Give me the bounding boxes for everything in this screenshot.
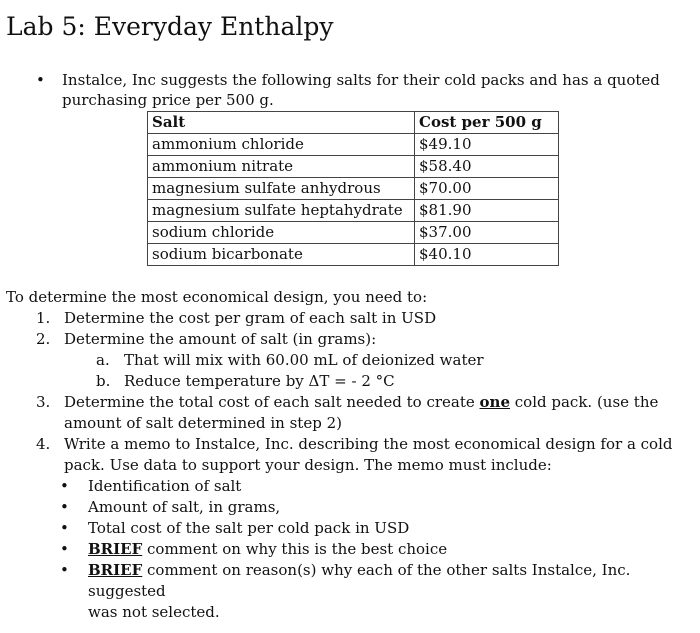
intro-line-1: Instalce, Inc suggests the following salts for their cold packs and has a quoted xyxy=(62,71,660,89)
memo-bullet xyxy=(6,539,696,560)
header-salt: Salt xyxy=(148,112,415,134)
instructions-lead: To determine the most economical design, you need to: xyxy=(6,288,428,306)
memo-bullet-cont: was not selected. xyxy=(88,603,220,621)
salt-cost: $40.10 xyxy=(415,244,559,266)
intro-paragraph xyxy=(36,70,682,110)
salt-name: sodium bicarbonate xyxy=(148,244,415,266)
bullet-icon: • xyxy=(60,477,69,495)
step-text: Write a memo to Instalce, Inc. describing the most economical design for a cold xyxy=(64,435,673,453)
step-3-cont: amount of salt determined in step 2) xyxy=(64,414,342,432)
step-letter: b. xyxy=(96,372,111,390)
step-number: 4. xyxy=(36,435,51,453)
step-2 xyxy=(6,329,696,350)
table-row xyxy=(148,222,559,244)
salt-name: sodium chloride xyxy=(148,222,415,244)
step-number: 2. xyxy=(36,330,51,348)
bullet-icon: • xyxy=(60,540,69,558)
table-header-row xyxy=(148,112,559,134)
bullet-text: comment on reason(s) why each of the other salts Instalce, Inc. suggested xyxy=(88,561,631,600)
salt-cost: $70.00 xyxy=(415,178,559,200)
salt-name: magnesium sulfate anhydrous xyxy=(148,178,415,200)
step-2a xyxy=(6,350,696,371)
step-text: cold pack. (use the xyxy=(510,393,659,411)
table-row xyxy=(148,244,559,266)
step-1 xyxy=(6,308,696,329)
header-cost: Cost per 500 g xyxy=(415,112,559,134)
step-2b xyxy=(6,371,696,392)
table-row xyxy=(148,156,559,178)
step-number: 3. xyxy=(36,393,51,411)
bullet-text: Identification of salt xyxy=(88,477,242,495)
bullet-text: comment on why this is the best choice xyxy=(142,540,448,558)
bullet-text: Amount of salt, in grams, xyxy=(88,498,281,516)
step-letter: a. xyxy=(96,351,110,369)
step-4-cont: pack. Use data to support your design. The memo must include: xyxy=(64,456,552,474)
step-4 xyxy=(6,434,696,455)
step-text: Reduce temperature by ΔT = - 2 °C xyxy=(124,372,395,390)
salt-cost: $49.10 xyxy=(415,134,559,156)
table-row xyxy=(148,134,559,156)
salt-name: ammonium chloride xyxy=(148,134,415,156)
step-3 xyxy=(6,392,696,413)
intro-line-2: purchasing price per 500 g. xyxy=(62,91,274,109)
salt-name: ammonium nitrate xyxy=(148,156,415,178)
bullet-icon: • xyxy=(60,498,69,516)
step-text: That will mix with 60.00 mL of deionized water xyxy=(124,351,484,369)
step-number: 1. xyxy=(36,309,51,327)
emphasis-brief: BRIEF xyxy=(88,540,143,558)
salt-cost: $37.00 xyxy=(415,222,559,244)
memo-bullet xyxy=(6,518,696,539)
memo-bullet xyxy=(6,560,696,602)
salt-name: magnesium sulfate heptahydrate xyxy=(148,200,415,222)
emphasis-brief: BRIEF xyxy=(88,561,143,579)
step-text: Determine the cost per gram of each salt in USD xyxy=(64,309,437,327)
emphasis-one: one xyxy=(479,393,511,411)
instructions xyxy=(6,287,696,623)
bullet-icon: • xyxy=(60,519,69,537)
salt-price-table xyxy=(147,111,559,266)
memo-bullet xyxy=(6,497,696,518)
table-row xyxy=(148,200,559,222)
step-text: Determine the amount of salt (in grams): xyxy=(64,330,377,348)
table-row xyxy=(148,178,559,200)
page-title: Lab 5: Everyday Enthalpy xyxy=(6,12,334,41)
bullet-text: Total cost of the salt per cold pack in USD xyxy=(88,519,410,537)
salt-cost: $81.90 xyxy=(415,200,559,222)
salt-cost: $58.40 xyxy=(415,156,559,178)
bullet-icon: • xyxy=(60,561,69,579)
bullet-icon: • xyxy=(36,71,45,89)
step-text: Determine the total cost of each salt needed to create xyxy=(64,393,480,411)
memo-bullet xyxy=(6,476,696,497)
